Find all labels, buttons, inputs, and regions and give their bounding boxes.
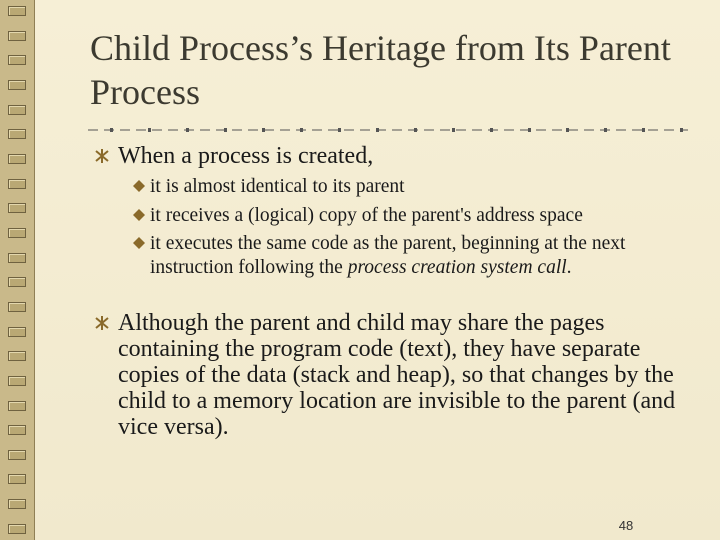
asterisk-bullet-icon (94, 315, 110, 331)
bullet-text: Although the parent and child may share the pages containing the program code (text), they have separate copies of the data (stack and heap), so that changes by the child to a memory location are invisible to the parent (and vice versa). (118, 310, 676, 440)
rivet-icon (8, 105, 26, 115)
rivet-icon (8, 6, 26, 16)
rivet-icon (8, 499, 26, 509)
rivet-icon (8, 450, 26, 460)
rivet-icon (8, 376, 26, 386)
sub-bullet-text-plain: it executes the same code as the parent, beginning at the next instruction following the (150, 233, 626, 278)
bullet-text: When a process is created, (118, 143, 374, 169)
sub-bullet-text-3 (150, 232, 695, 280)
rivet-icon (8, 154, 26, 164)
rivet-icon (8, 80, 26, 90)
rivet-icon (8, 524, 26, 534)
rivet-icon (8, 203, 26, 213)
rivet-icon (8, 425, 26, 435)
rivet-icon (8, 327, 26, 337)
rivet-icon (8, 31, 26, 41)
slide-title: Child Process’s Heritage from Its Parent Process (90, 28, 671, 112)
title-divider (88, 126, 688, 134)
rivet-icon (8, 474, 26, 484)
rivet-icon (8, 401, 26, 411)
rivet-icon (8, 129, 26, 139)
sidebar-rivets (4, 0, 30, 540)
rivet-icon (8, 179, 26, 189)
decorative-sidebar (0, 0, 35, 540)
asterisk-bullet-icon (94, 148, 110, 164)
rivet-icon (8, 55, 26, 65)
rivet-icon (8, 228, 26, 238)
page-number: 48 (618, 518, 634, 533)
rivet-icon (8, 351, 26, 361)
rivet-icon (8, 253, 26, 263)
rivet-icon (8, 302, 26, 312)
sub-bullet-text-italic: process creation system call (347, 257, 567, 278)
diamond-bullet-icon (133, 180, 145, 192)
sub-bullet-text-tail: . (566, 257, 572, 278)
diamond-bullet-icon (133, 237, 145, 249)
diamond-bullet-icon (133, 209, 145, 221)
sub-bullet-text: it is almost identical to its parent (150, 176, 405, 197)
sub-bullet-text: it receives a (logical) copy of the parent's address space (150, 205, 583, 226)
rivet-icon (8, 277, 26, 287)
